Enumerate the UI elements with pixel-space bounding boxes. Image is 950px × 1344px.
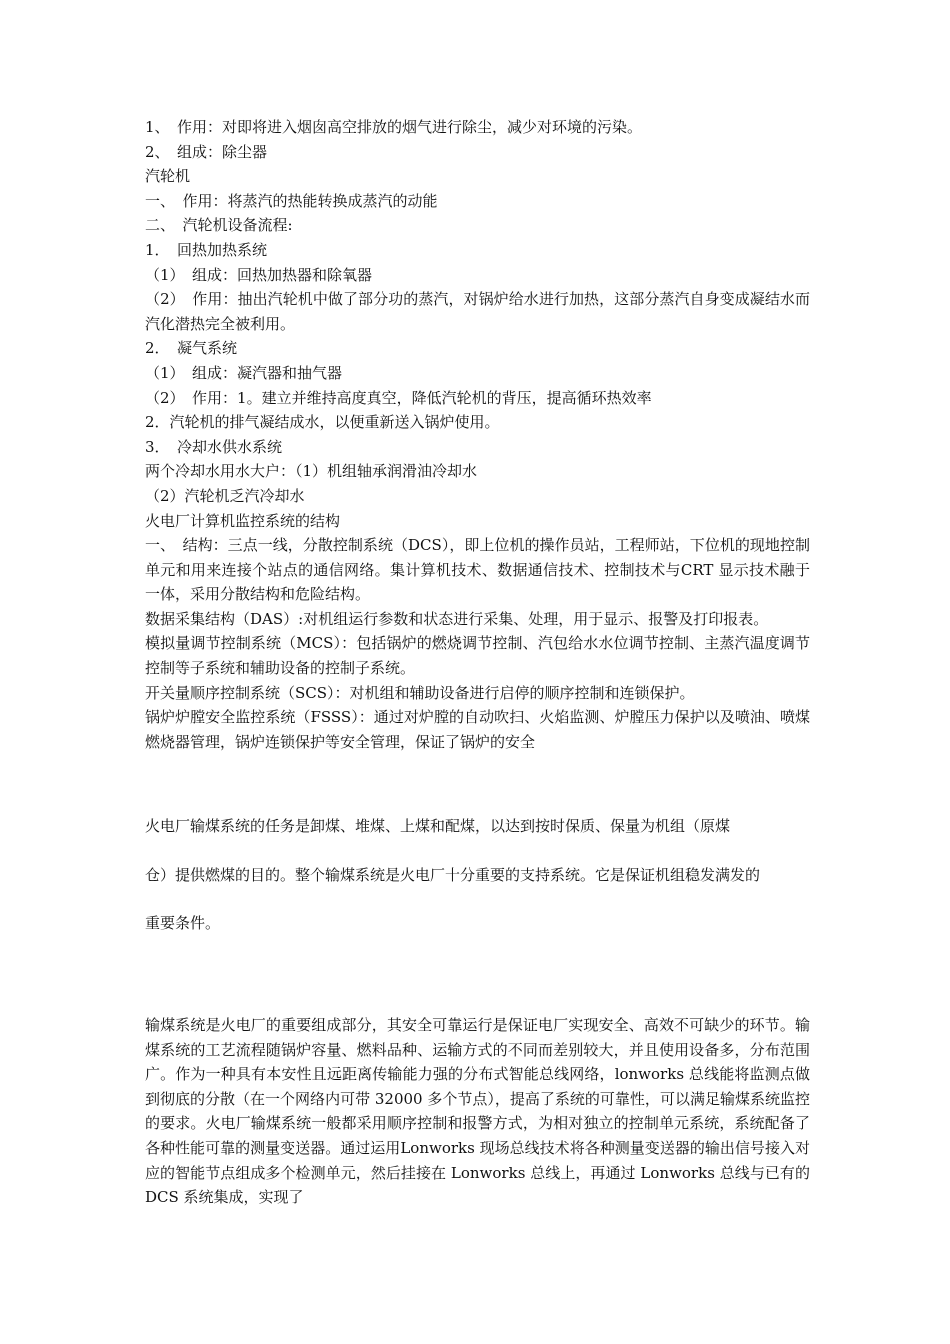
text-line: 仓）提供燃煤的目的。整个输煤系统是火电厂十分重要的支持系统。它是保证机组稳发满发的 <box>145 865 761 884</box>
text-paragraph: 模拟量调节控制系统（MCS）：包括锅炉的燃烧调节控制、汽包给水水位调节控制、主蒸汽温度调节控制等子系统和辅助设备的控制子系统。 <box>145 634 810 678</box>
text-line: 3． 冷却水供水系统 <box>145 437 283 456</box>
text-line: 火电厂输煤系统的任务是卸煤、堆煤、上煤和配煤，以达到按时保质、保量为机组（原煤 <box>145 817 731 835</box>
coal-system-section <box>145 814 810 936</box>
text-line: 1． 回热加热系统 <box>145 240 268 259</box>
section-heading-turbine: 汽轮机 <box>145 167 191 186</box>
main-text-section <box>145 115 810 754</box>
text-line: 两个冷却水用水大户：（1）机组轴承润滑油冷却水 <box>145 462 478 481</box>
text-paragraph: 输煤系统是火电厂的重要组成部分，其安全可靠运行是保证电厂实现安全、高效不可缺少的环节。输煤系统的工艺流程随锅炉容量、燃料品种、运输方式的不同而差别较大，并且使用设备多，分布范围广。作为一种具有本安性且远距离传输能力强的分布式智能总线网络，lonworks 总线能将监测点做到彻底的分散（在一个网络内可带 32000 多个节点），提高了系统的可靠性，可以满足输煤系统监控的要求。火电厂输煤系统一般都采用顺序控制和报警方式，为相对独立的控制单元系统，系统配备了各种性能可靠的测量变送器。通过运用Lonworks 现场总线技术将各种测量变送器的输出信号接入对应的智能节点组成多个检测单元，然后挂接在 Lonworks 总线上，再通过 Lonworks 总线与已有的 DCS 系统集成，实现了 <box>145 1016 810 1207</box>
text-line: （1） 组成：回热加热器和除氧器 <box>145 265 373 284</box>
text-line: 2．汽轮机的排气凝结成水，以便重新送入锅炉使用。 <box>145 413 500 432</box>
text-line: （2）汽轮机乏汽冷却水 <box>145 486 305 505</box>
text-line: 一、 作用：将蒸汽的热能转换成蒸汽的动能 <box>145 191 438 210</box>
text-paragraph: 一、 结构：三点一线，分散控制系统（DCS），即上位机的操作员站，工程师站，下位机的现地控制单元和用来连接个站点的通信网络。集计算机技术、数据通信技术、控制技术与CRT 显示技术融于一体，采用分散结构和危险结构。 <box>145 536 810 604</box>
text-line: 重要条件。 <box>145 914 221 933</box>
section-heading-monitoring: 火电厂计算机监控系统的结构 <box>145 511 341 530</box>
text-paragraph: 锅炉炉膛安全监控系统（FSSS）：通过对炉膛的自动吹扫、火焰监测、炉膛压力保护以及喷油、喷煤燃烧器管理，锅炉连锁保护等安全管理，保证了锅炉的安全 <box>145 708 810 751</box>
text-line: 2、 组成：除尘器 <box>145 142 268 161</box>
text-line: 2． 凝气系统 <box>145 339 238 358</box>
text-line: （1） 组成：凝汽器和抽气器 <box>145 363 343 382</box>
text-line: （2） 作用：1。建立并维持高度真空，降低汽轮机的背压，提高循环热效率 <box>145 388 652 407</box>
text-line: 1、 作用：对即将进入烟囱高空排放的烟气进行除尘，减少对环境的污染。 <box>145 118 643 136</box>
text-paragraph: 数据采集结构（DAS）:对机组运行参数和状态进行采集、处理，用于显示、报警及打印报表。 <box>145 609 769 628</box>
lonworks-section <box>145 1013 810 1210</box>
text-line: 二、 汽轮机设备流程: <box>145 216 293 235</box>
text-line: 开关量顺序控制系统（SCS）：对机组和辅助设备进行启停的顺序控制和连锁保护。 <box>145 683 695 702</box>
text-paragraph: （2） 作用：抽出汽轮机中做了部分功的蒸汽，对锅炉给水进行加热，这部分蒸汽自身变成凝结水而汽化潜热完全被利用。 <box>145 290 810 333</box>
